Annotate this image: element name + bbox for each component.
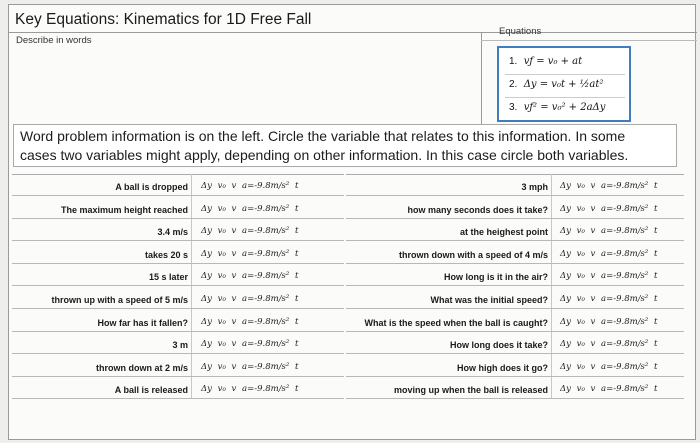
variable-options[interactable]: Δy v₀ v a=-9.8m/s² t bbox=[560, 181, 658, 191]
row-rule bbox=[12, 331, 344, 332]
word-problem-row bbox=[346, 359, 684, 381]
row-rule bbox=[12, 376, 344, 377]
describe-label: Describe in words bbox=[16, 35, 92, 46]
row-rule bbox=[346, 195, 684, 196]
word-problem-row bbox=[12, 268, 344, 290]
row-rule bbox=[12, 398, 344, 399]
word-problem-row bbox=[12, 381, 344, 403]
instructions-line-2: cases two variables might apply, depending on other information. In this case circle both variables. bbox=[20, 147, 629, 163]
word-problem-row bbox=[346, 314, 684, 336]
row-rule bbox=[346, 376, 684, 377]
row-rule bbox=[346, 263, 684, 264]
word-problem-text: takes 20 s bbox=[144, 249, 188, 260]
word-problem-text: 3 m bbox=[172, 340, 188, 351]
equation-3-text: vƒ² = v₀² + 2aΔy bbox=[523, 102, 606, 113]
equation-2 bbox=[509, 79, 603, 90]
variable-options[interactable]: Δy v₀ v a=-9.8m/s² t bbox=[201, 248, 299, 259]
equations-label-divider bbox=[481, 40, 697, 41]
word-problem-row bbox=[346, 291, 684, 313]
word-problem-row bbox=[12, 314, 344, 336]
word-problem-text: how many seconds does it take? bbox=[407, 204, 548, 215]
word-problem-text: moving up when the ball is released bbox=[393, 385, 548, 396]
variable-options[interactable]: Δy v₀ v a=-9.8m/s² t bbox=[201, 203, 299, 214]
row-rule bbox=[346, 398, 684, 399]
variable-options[interactable]: Δy v₀ v a=-9.8m/s² t bbox=[560, 294, 658, 304]
equation-3 bbox=[509, 102, 605, 113]
word-problem-text: A ball is released bbox=[114, 385, 188, 396]
equation-2-number: 2. bbox=[509, 79, 518, 90]
row-rule bbox=[346, 331, 684, 332]
word-problem-text: How long does it take? bbox=[449, 340, 548, 351]
row-rule bbox=[346, 353, 684, 354]
left-top-rule bbox=[12, 174, 344, 175]
word-problem-text: How far has it fallen? bbox=[97, 317, 188, 328]
row-rule bbox=[12, 353, 344, 354]
word-problem-text: 15 s later bbox=[148, 272, 188, 283]
variable-options[interactable]: Δy v₀ v a=-9.8m/s² t bbox=[560, 271, 658, 282]
word-problem-text: thrown down at 2 m/s bbox=[95, 362, 188, 373]
variable-options[interactable]: Δy v₀ v a=-9.8m/s² t bbox=[560, 384, 658, 395]
row-rule bbox=[346, 308, 684, 309]
word-problem-text: thrown up with a speed of 5 m/s bbox=[51, 295, 188, 305]
word-problem-row bbox=[12, 246, 344, 268]
word-problem-row bbox=[12, 336, 344, 358]
instructions-line-1: Word problem information is on the left. Circle the variable that relates to this information. In some bbox=[20, 128, 626, 144]
variable-options[interactable]: Δy v₀ v a=-9.8m/s² t bbox=[201, 339, 299, 350]
equation-3-number: 3. bbox=[509, 102, 518, 113]
word-problem-text: A ball is dropped bbox=[115, 182, 188, 192]
variable-options[interactable]: Δy v₀ v a=-9.8m/s² t bbox=[560, 339, 658, 350]
equation-divider bbox=[505, 74, 625, 75]
row-rule bbox=[12, 218, 344, 219]
row-rule bbox=[12, 195, 344, 196]
row-rule bbox=[346, 240, 684, 241]
variable-options[interactable]: Δy v₀ v a=-9.8m/s² t bbox=[560, 203, 658, 214]
variable-options[interactable]: Δy v₀ v a=-9.8m/s² t bbox=[560, 361, 658, 372]
word-problem-text: at the heighest point bbox=[459, 227, 548, 238]
word-problem-row bbox=[12, 359, 344, 381]
variable-options[interactable]: Δy v₀ v a=-9.8m/s² t bbox=[201, 271, 299, 282]
word-problem-text: thrown down with a speed of 4 m/s bbox=[398, 249, 548, 260]
variable-options[interactable]: Δy v₀ v a=-9.8m/s² t bbox=[201, 294, 299, 304]
equation-divider bbox=[505, 97, 625, 98]
row-rule bbox=[12, 285, 344, 286]
variable-options[interactable]: Δy v₀ v a=-9.8m/s² t bbox=[560, 226, 658, 237]
instructions-box bbox=[13, 124, 677, 167]
equations-label: Equations bbox=[499, 26, 542, 37]
equations-box bbox=[497, 46, 631, 122]
word-problem-row bbox=[346, 381, 684, 403]
variable-options[interactable]: Δy v₀ v a=-9.8m/s² t bbox=[201, 181, 299, 191]
word-problem-row bbox=[12, 178, 344, 200]
word-problem-text: How high does it go? bbox=[457, 362, 548, 373]
title-divider bbox=[9, 32, 697, 33]
equation-2-text: Δy = v₀t + ½at² bbox=[523, 79, 604, 90]
equation-1 bbox=[509, 56, 582, 67]
equation-1-number: 1. bbox=[509, 56, 518, 67]
variable-options[interactable]: Δy v₀ v a=-9.8m/s² t bbox=[201, 316, 299, 327]
word-problem-text: What is the speed when the ball is caught? bbox=[364, 317, 548, 328]
word-problem-text: 3.4 m/s bbox=[157, 227, 188, 238]
row-rule bbox=[346, 218, 684, 219]
variable-options[interactable]: Δy v₀ v a=-9.8m/s² t bbox=[201, 361, 299, 372]
row-rule bbox=[12, 308, 344, 309]
word-problem-text: What was the initial speed? bbox=[430, 295, 548, 305]
word-problem-row bbox=[12, 201, 344, 223]
equations-column-divider bbox=[481, 32, 482, 129]
variable-options[interactable]: Δy v₀ v a=-9.8m/s² t bbox=[201, 226, 299, 237]
word-problem-row bbox=[346, 268, 684, 290]
word-problem-text: 3 mph bbox=[521, 182, 548, 192]
word-problem-text: The maximum height reached bbox=[60, 204, 188, 215]
row-rule bbox=[346, 285, 684, 286]
row-rule bbox=[12, 240, 344, 241]
word-problem-row bbox=[12, 223, 344, 245]
word-problem-text: How long is it in the air? bbox=[443, 272, 548, 283]
right-top-rule bbox=[346, 174, 684, 175]
word-problem-row bbox=[346, 246, 684, 268]
equation-1-text: vƒ = v₀ + at bbox=[523, 56, 583, 67]
variable-options[interactable]: Δy v₀ v a=-9.8m/s² t bbox=[560, 316, 658, 327]
word-problem-row bbox=[12, 291, 344, 313]
word-problem-row bbox=[346, 336, 684, 358]
word-problem-row bbox=[346, 223, 684, 245]
word-problem-row bbox=[346, 201, 684, 223]
variable-options[interactable]: Δy v₀ v a=-9.8m/s² t bbox=[560, 248, 658, 259]
variable-options[interactable]: Δy v₀ v a=-9.8m/s² t bbox=[201, 384, 299, 395]
page-title: Key Equations: Kinematics for 1D Free Fall bbox=[15, 11, 312, 28]
word-problem-row bbox=[346, 178, 684, 200]
row-rule bbox=[12, 263, 344, 264]
